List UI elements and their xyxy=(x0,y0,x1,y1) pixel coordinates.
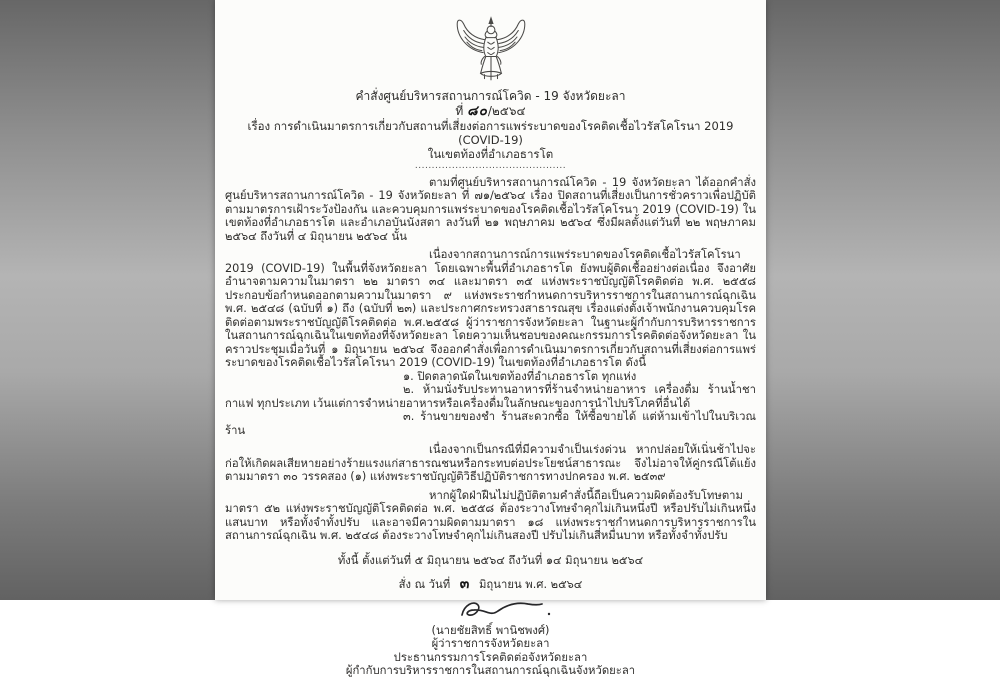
order-number-suffix: /๒๕๖๔ xyxy=(487,103,526,118)
order-item-1: ๑. ปิดตลาดนัดในเขตท้องที่อำเภอธารโต ทุกแห่ง xyxy=(403,369,637,383)
effective-period-line: ทั้งนี้ ตั้งแต่วันที่ ๕ มิถุนายน ๒๕๖๔ ถึงวันที่ ๑๔ มิถุนายน ๒๕๖๔ xyxy=(337,553,644,567)
paragraph-penalty: หากผู้ใดฝ่าฝืนไม่ปฏิบัติตามคำสั่งนี้ถือเป็นความผิดต้องรับโทษตามมาตรา ๕๒ แห่งพระราชบัญญัติโรคติดต่อ พ.ศ. ๒๕๕๘ ต้องระวางโทษจำคุกไม่เกินหนึ่งปี หรือปรับไม่เกินหนึ่งแสนบาท หรือทั้งจำทั้งปรับ และอาจมีความผิดตามมาตรา ๑๘ แห่งพระราชกำหนดการบริหารราชการในสถานการณ์ฉุกเฉิน พ.ศ. ๒๕๔๘ ต้องระวางโทษจำคุกไม่เกินสองปี ปรับไม่เกินสี่หมื่นบาท หรือทั้งจำทั้งปรับ xyxy=(225,488,756,542)
issued-suffix: มิถุนายน พ.ศ. ๒๕๖๔ xyxy=(478,577,583,591)
order-item-2: ๒. ห้ามนั่งรับประทานอาหารที่ร้านจำหน่ายอาหาร เครื่องดื่ม ร้านน้ำชา กาแฟ ทุกประเภท เว้นแต่การจำหน่ายอาหารหรือเครื่องดื่มในลักษณะของการนำไปบริโภคที่อื่นได้ xyxy=(225,383,756,410)
document-body xyxy=(225,176,756,543)
order-number-line xyxy=(225,104,756,119)
dotted-separator: ............................................. xyxy=(414,160,567,171)
paragraph-urgency: เนื่องจากเป็นกรณีที่มีความจำเป็นเร่งด่วน หากปล่อยให้เนิ่นช้าไปจะก่อให้เกิดผลเสียหายอย่างร้ายแรงแก่สาธารณชนหรือกระทบต่อประโยชน์สาธารณะ จึงไม่อาจให้คู่กรณีโต้แย้ง ตามมาตรา ๓๐ วรรคสอง (๑) แห่งพระราชบัญญัติวิธีปฏิบัติราชการทางปกครอง พ.ศ. ๒๕๓๙ xyxy=(225,443,756,483)
issued-prefix: สั่ง ณ วันที่ xyxy=(398,577,451,591)
signer-title-emergency-director: ผู้กำกับการบริหารราชการในสถานการณ์ฉุกเฉินจังหวัดยะลา xyxy=(345,664,636,677)
signer-title-governor: ผู้ว่าราชการจังหวัดยะลา xyxy=(431,637,550,650)
order-item-3: ๓. ร้านขายของชำ ร้านสะดวกซื้อ ให้ซื้อขายได้ แต่ห้ามเข้าไปในบริเวณร้าน xyxy=(225,410,756,437)
order-number-prefix: ที่ xyxy=(455,103,464,118)
subject-line-2: ในเขตท้องที่อำเภอธารโต xyxy=(427,146,554,161)
garuda-emblem-icon xyxy=(225,13,756,89)
paragraph-authority: เนื่องจากสถานการณ์การแพร่ระบาดของโรคติดเชื้อไวรัสโคโรนา 2019 (COVID-19) ในพื้นที่จังหวัดยะลา โดยเฉพาะพื้นที่อำเภอธารโต ยังพบผู้ติดเชื้ออย่างต่อเนื่อง จึงอาศัยอำนาจตามความในมาตรา ๒๒ มาตรา ๓๔ และมาตรา ๓๕ แห่งพระราชบัญญัติโรคติดต่อ พ.ศ. ๒๕๕๘ ประกอบข้อกำหนดออกตามความในมาตรา ๙ แห่งพระราชกำหนดการบริหารราชการในสถานการณ์ฉุกเฉิน พ.ศ. ๒๕๔๘ (ฉบับที่ ๑) ถึง (ฉบับที่ ๒๓) และประกาศกระทรวงสาธารณสุข เรื่องแต่งตั้งเจ้าพนักงานควบคุมโรคติดต่อตามพระราชบัญญัติโรคติดต่อ พ.ศ.๒๕๕๘ ผู้ว่าราชการจังหวัดยะลา ในฐานะผู้กำกับการบริหารราชการในสถานการณ์ฉุกเฉินในเขตท้องที่จังหวัดยะลา โดยความเห็นชอบของคณะกรรมการโรคติดต่อจังหวัดยะลา ในคราวประชุมเมื่อวันที่ ๑ มิถุนายน ๒๕๖๔ จึงออกคำสั่งเพื่อการดำเนินมาตรการเกี่ยวกับสถานที่เสี่ยงต่อการแพร่ระบาดของโรคติดเชื้อไวรัสโคโรนา 2019 (COVID-19) ในเขตท้องที่อำเภอธารโต ดังนี้ xyxy=(225,248,756,369)
signature-icon xyxy=(225,597,756,624)
paragraph-reference: ตามที่ศูนย์บริหารสถานการณ์โควิด - 19 จังหวัดยะลา ได้ออกคำสั่งศูนย์บริหารสถานการณ์โควิด - 19 จังหวัดยะลา ที่ ๗๑/๒๕๖๔ เรื่อง ปิดสถานที่เสี่ยงเป็นการชั่วคราวเพื่อปฏิบัติตามมาตรการเฝ้าระวังป้องกัน และควบคุมการแพร่ระบาดของโรคติดเชื้อไวรัสโคโรนา 2019 (COVID-19) ในเขตท้องที่อำเภอธารโต และอำเภอบันนังสตา ลงวันที่ ๒๑ พฤษภาคม ๒๕๖๔ ซึ่งมีผลตั้งแต่วันที่ ๒๒ พฤษภาคม ๒๕๖๔ ถึงวันที่ ๔ มิถุนายน ๒๕๖๔ นั้น xyxy=(225,175,756,243)
issued-day-handwritten: ๓ xyxy=(459,575,470,592)
subject-line-1: เรื่อง การดำเนินมาตรการเกี่ยวกับสถานที่เสี่ยงต่อการแพร่ระบาดของโรคติดเชื้อไวรัสโคโรนา 2019 (COVID-19) xyxy=(247,118,734,147)
signer-name: (นายชัยสิทธิ์ พานิชพงศ์) xyxy=(431,623,550,637)
order-number-handwritten: ๘๐ xyxy=(467,102,488,119)
signer-title-committee-chair: ประธานกรรมการโรคติดต่อจังหวัดยะลา xyxy=(393,650,588,664)
signature-block xyxy=(225,624,756,678)
order-title: คำสั่งศูนย์บริหารสถานการณ์โควิด - 19 จังหวัดยะลา xyxy=(355,89,626,103)
document-page xyxy=(215,0,766,677)
issued-date-line xyxy=(225,573,756,595)
